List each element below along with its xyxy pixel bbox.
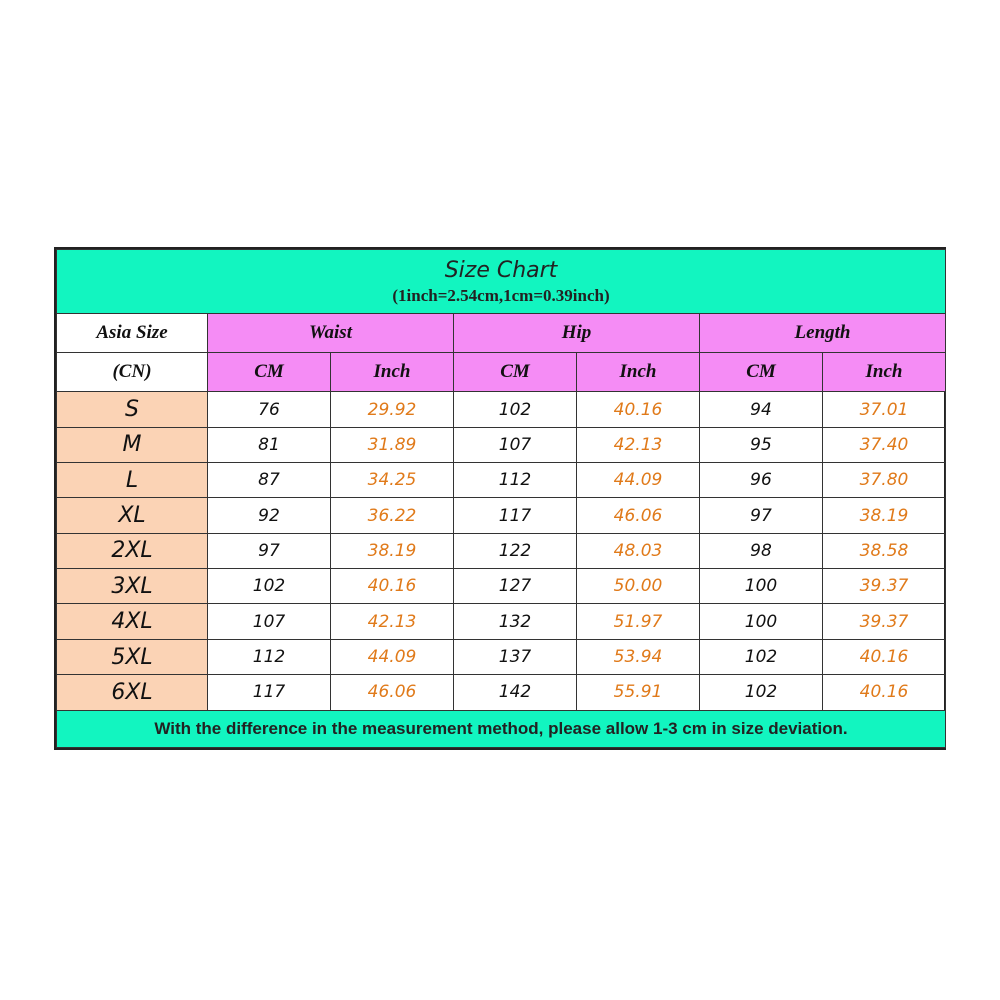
size-label: 6XL xyxy=(57,675,208,710)
unit-header: Inch xyxy=(823,353,946,392)
waist-cm-cell: 102 xyxy=(208,569,331,604)
hip-inch-cell: 53.94 xyxy=(577,639,700,674)
length-cm-cell: 97 xyxy=(700,498,823,533)
length-inch-cell: 40.16 xyxy=(823,675,946,710)
waist-inch-cell: 46.06 xyxy=(331,675,454,710)
unit-header: Inch xyxy=(331,353,454,392)
hip-inch-cell: 50.00 xyxy=(577,569,700,604)
size-chart xyxy=(54,247,946,750)
waist-inch-cell: 42.13 xyxy=(331,604,454,639)
size-label: 2XL xyxy=(57,533,208,568)
hip-inch-cell: 55.91 xyxy=(577,675,700,710)
length-cm-cell: 102 xyxy=(700,639,823,674)
length-inch-cell: 37.01 xyxy=(823,392,946,427)
table-row xyxy=(57,533,946,568)
size-label: 3XL xyxy=(57,569,208,604)
length-cm-cell: 96 xyxy=(700,463,823,498)
size-label: XL xyxy=(57,498,208,533)
length-inch-cell: 39.37 xyxy=(823,604,946,639)
waist-cm-cell: 76 xyxy=(208,392,331,427)
unit-header: CM xyxy=(700,353,823,392)
waist-cm-cell: 107 xyxy=(208,604,331,639)
chart-title: Size Chart xyxy=(444,258,558,284)
hip-cm-cell: 117 xyxy=(454,498,577,533)
hip-cm-cell: 112 xyxy=(454,463,577,498)
table-row xyxy=(57,639,946,674)
size-header-region: (CN) xyxy=(57,353,208,392)
waist-inch-cell: 36.22 xyxy=(331,498,454,533)
footer-row xyxy=(57,710,946,747)
title-row xyxy=(57,250,946,314)
hip-cm-cell: 102 xyxy=(454,392,577,427)
unit-header: CM xyxy=(208,353,331,392)
length-cm-cell: 98 xyxy=(700,533,823,568)
waist-cm-cell: 81 xyxy=(208,427,331,462)
size-label: M xyxy=(57,427,208,462)
length-inch-cell: 38.58 xyxy=(823,533,946,568)
waist-cm-cell: 87 xyxy=(208,463,331,498)
size-label: S xyxy=(57,392,208,427)
length-inch-cell: 37.80 xyxy=(823,463,946,498)
length-cm-cell: 95 xyxy=(700,427,823,462)
table-row xyxy=(57,498,946,533)
waist-cm-cell: 97 xyxy=(208,533,331,568)
title-cell xyxy=(57,250,946,314)
table-row xyxy=(57,604,946,639)
table-row xyxy=(57,675,946,710)
footer-note: With the difference in the measurement method, please allow 1-3 cm in size deviation. xyxy=(57,710,946,747)
hip-inch-cell: 40.16 xyxy=(577,392,700,427)
waist-cm-cell: 92 xyxy=(208,498,331,533)
waist-cm-cell: 112 xyxy=(208,639,331,674)
hip-cm-cell: 107 xyxy=(454,427,577,462)
size-table xyxy=(56,249,946,748)
length-cm-cell: 94 xyxy=(700,392,823,427)
waist-inch-cell: 40.16 xyxy=(331,569,454,604)
group-header-waist: Waist xyxy=(208,313,454,352)
table-row xyxy=(57,463,946,498)
waist-inch-cell: 31.89 xyxy=(331,427,454,462)
unit-header: CM xyxy=(454,353,577,392)
unit-header: Inch xyxy=(577,353,700,392)
size-label: 5XL xyxy=(57,639,208,674)
waist-inch-cell: 29.92 xyxy=(331,392,454,427)
chart-subtitle: (1inch=2.54cm,1cm=0.39inch) xyxy=(392,286,610,306)
size-rows xyxy=(57,392,946,710)
hip-cm-cell: 122 xyxy=(454,533,577,568)
hip-inch-cell: 48.03 xyxy=(577,533,700,568)
waist-inch-cell: 38.19 xyxy=(331,533,454,568)
size-label: 4XL xyxy=(57,604,208,639)
waist-cm-cell: 117 xyxy=(208,675,331,710)
table-row xyxy=(57,392,946,427)
hip-inch-cell: 42.13 xyxy=(577,427,700,462)
length-inch-cell: 38.19 xyxy=(823,498,946,533)
hip-cm-cell: 137 xyxy=(454,639,577,674)
table-row xyxy=(57,427,946,462)
length-inch-cell: 39.37 xyxy=(823,569,946,604)
hip-cm-cell: 127 xyxy=(454,569,577,604)
length-inch-cell: 37.40 xyxy=(823,427,946,462)
hip-cm-cell: 142 xyxy=(454,675,577,710)
size-label: L xyxy=(57,463,208,498)
hip-inch-cell: 46.06 xyxy=(577,498,700,533)
length-cm-cell: 102 xyxy=(700,675,823,710)
length-cm-cell: 100 xyxy=(700,604,823,639)
hip-cm-cell: 132 xyxy=(454,604,577,639)
group-header-row xyxy=(57,313,946,352)
table-row xyxy=(57,569,946,604)
waist-inch-cell: 44.09 xyxy=(331,639,454,674)
size-header-label: Asia Size xyxy=(57,313,208,352)
waist-inch-cell: 34.25 xyxy=(331,463,454,498)
hip-inch-cell: 51.97 xyxy=(577,604,700,639)
length-cm-cell: 100 xyxy=(700,569,823,604)
group-header-hip: Hip xyxy=(454,313,700,352)
group-header-length: Length xyxy=(700,313,946,352)
hip-inch-cell: 44.09 xyxy=(577,463,700,498)
length-inch-cell: 40.16 xyxy=(823,639,946,674)
unit-header-row xyxy=(57,353,946,392)
